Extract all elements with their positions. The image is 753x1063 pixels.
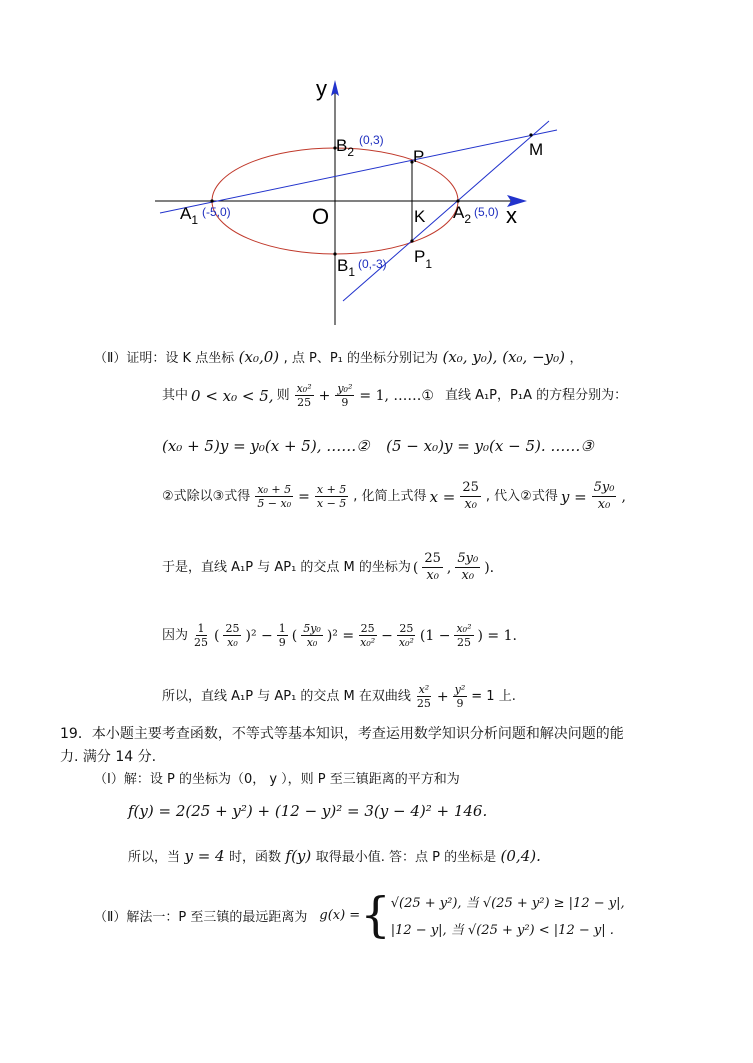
line-p1-m — [343, 121, 549, 301]
point-a1 — [210, 199, 213, 202]
left-brace: { — [360, 887, 391, 943]
text: （Ⅱ）证明：设 K 点坐标 — [94, 351, 235, 366]
fraction: $\frac{\text{5y₀}}{\text{x₀}}$ — [457, 551, 479, 583]
math: (x₀,0) — [238, 348, 280, 366]
point-p1 — [410, 239, 413, 242]
label-a1-coord: (-5,0) — [202, 205, 231, 219]
text: 取得最小值. 答：点 P 的坐标是 — [315, 850, 497, 865]
operator: − — [381, 627, 393, 644]
text: , 点 P、P₁ 的坐标分别记为 — [283, 351, 439, 366]
label-b1-coord: (0,-3) — [358, 257, 387, 271]
q19-conclusion — [128, 847, 541, 867]
label-m: M — [529, 140, 544, 159]
math: y = — [560, 487, 587, 506]
proof-line-3 — [162, 437, 594, 456]
label-p1: $P_1$ — [414, 247, 433, 271]
text: 时，函数 — [229, 850, 282, 865]
fraction: $\frac{25}{\text{x₀}}$ — [424, 551, 441, 583]
label-b2-coord: (0,3) — [359, 133, 384, 147]
text: （Ⅱ）解法一：P 至三镇的最远距离为 — [94, 909, 308, 925]
equation-2: (x₀ + 5)y = y₀(x + 5), ……② — [162, 437, 370, 455]
math: x = — [429, 487, 456, 506]
text: ( — [214, 627, 220, 644]
fraction: $\frac{\text{y₀²}}{9}$ — [337, 382, 353, 409]
label-a2-coord: (5,0) — [474, 205, 499, 219]
fraction: $\frac{25}{\text{x₀}}$ — [462, 480, 479, 512]
label-x: x — [506, 203, 517, 228]
label-b1: $B_1$ — [337, 256, 356, 279]
math: y = 4 — [184, 847, 225, 865]
fraction: $\frac{25}{\text{x₀}}$ — [225, 622, 240, 649]
label-a2: $A_2$ — [453, 203, 472, 226]
text: 直线 A₁P，P₁A 的方程分别为： — [444, 387, 628, 403]
text: 因为 — [162, 627, 189, 643]
fraction: $\frac{\text{y²}}{9}$ — [454, 683, 466, 710]
q19-part1: （Ⅰ）解：设 P 的坐标为（0， y ），则 P 至三镇距离的平方和为 — [94, 772, 460, 787]
math: 0 < x₀ < 5, — [191, 386, 274, 405]
math: (0,4). — [500, 847, 541, 865]
text: , 代入②式得 — [485, 488, 558, 504]
equation-3: (5 − x₀)y = y₀(x − 5). ……③ — [386, 437, 594, 455]
text: ( — [412, 559, 419, 576]
piecewise-cases — [391, 892, 625, 938]
fraction: $\frac{\text{x₀²}}{25}$ — [456, 622, 472, 649]
text: 所以，直线 A₁P 与 AP₁ 的交点 M 在双曲线 — [162, 688, 411, 704]
proof-line-2 — [162, 382, 627, 409]
q19-formula: f(y) = 2(25 + y²) + (12 − y)² = 3(y − 4)² + 146. — [128, 802, 488, 820]
case-2: |12 − y|, 当 √(25 + y²) < |12 − y| . — [390, 923, 614, 938]
label-a1: $A_1$ — [180, 204, 199, 227]
label-k: K — [414, 207, 426, 226]
operator: = — [298, 488, 310, 505]
text: )² − — [245, 627, 273, 644]
text: ， — [569, 351, 583, 366]
label-p: P — [413, 147, 425, 166]
fraction: $\frac{\text{x₀ + 5}}{\text{5 − x₀}}$ — [257, 483, 292, 510]
text: = 1 上. — [471, 688, 516, 704]
text: ). — [484, 559, 495, 576]
text: ) = 1. — [477, 627, 517, 644]
fraction: $\frac{25}{\text{x₀²}}$ — [398, 622, 414, 649]
text: , 化简上式得 — [353, 488, 427, 504]
fraction: $\frac{1}{9}$ — [278, 622, 286, 649]
text: 于是，直线 A₁P 与 AP₁ 的交点 M 的坐标为 — [162, 559, 411, 575]
text: 其中 — [162, 387, 189, 403]
q19-line-2: 力. 满分 14 分. — [60, 749, 157, 765]
proof-line-7 — [162, 683, 516, 710]
case-1: √(25 + y²), 当 √(25 + y²) ≥ |12 − y|, — [390, 896, 625, 911]
label-b2: $B_2$ — [336, 136, 355, 159]
q19-part2 — [94, 887, 625, 943]
math: g(x) = — [319, 907, 361, 923]
label-y: y — [316, 76, 327, 101]
point-m — [529, 133, 532, 136]
fraction: $\frac{\text{5y₀}}{\text{x₀}}$ — [593, 480, 615, 512]
q19-line-1: 19．本小题主要考查函数，不等式等基本知识，考查运用数学知识分析问题和解决问题的能 — [60, 726, 624, 742]
fraction: $\frac{\text{x₀²}}{25}$ — [296, 382, 312, 409]
proof-line-5 — [162, 551, 494, 584]
operator: + — [318, 387, 331, 404]
text: )² = — [326, 627, 355, 644]
label-origin: O — [312, 204, 330, 229]
operator: + — [436, 688, 449, 705]
text: , — [446, 559, 452, 576]
text: 所以，当 — [128, 850, 181, 865]
text: ②式除以③式得 — [162, 488, 251, 504]
fraction: $\frac{1}{25}$ — [194, 622, 209, 649]
proof-line-6 — [162, 622, 517, 649]
math: f(y) — [285, 847, 312, 865]
fraction: $\frac{25}{\text{x₀²}}$ — [360, 622, 376, 649]
fraction: $\frac{\text{5y₀}}{\text{x₀}}$ — [303, 622, 321, 649]
text: , — [621, 488, 626, 505]
math: = 1, ……① — [359, 387, 434, 404]
fraction: $\frac{\text{x²}}{25}$ — [416, 683, 431, 710]
text: ( — [291, 627, 298, 644]
text: 则 — [276, 387, 290, 403]
proof-line-4 — [162, 480, 626, 513]
proof-line-1 — [94, 348, 582, 368]
text: (1 − — [419, 627, 451, 644]
ellipse-diagram — [0, 0, 753, 340]
math: (x₀, y₀), (x₀, −y₀) — [442, 348, 565, 366]
fraction: $\frac{x + 5}{x - 5}$ — [316, 483, 347, 510]
